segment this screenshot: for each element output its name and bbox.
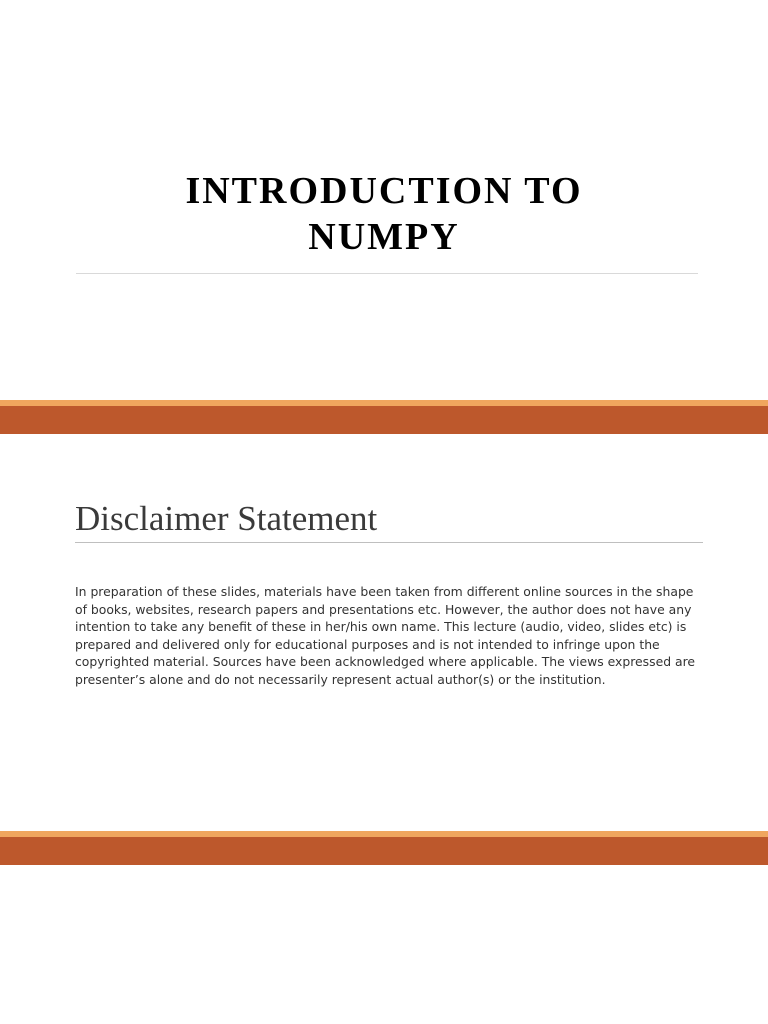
slide-next [0,865,768,1024]
disclaimer-heading: Disclaimer Statement [75,499,378,538]
band-main-strip [0,837,768,865]
title-divider [76,273,698,274]
slide-title [0,0,768,400]
disclaimer-body: In preparation of these slides, materials have been taken from different online sources in the shape of books, websites, research papers and presentations etc. However, the author does not have any intention to take any benefit of these in her/his own name. This lecture (audio, video, slides etc) is prepared and delivered only for educational purposes and is not intended to infringe upon the copyrighted material. Sources have been acknowledged where applicable. The views expressed are presenter’s alone and do not necessarily represent actual author(s) or the institution. [75,584,696,687]
heading-divider [75,542,703,543]
slide-separator-band [0,400,768,434]
title-line-1: INTRODUCTION TO [185,170,583,212]
band-main-strip [0,406,768,434]
slide-disclaimer [0,434,768,831]
slide-title-heading [0,168,768,260]
title-line-2: NUMPY [308,216,460,258]
slide-separator-band [0,831,768,865]
